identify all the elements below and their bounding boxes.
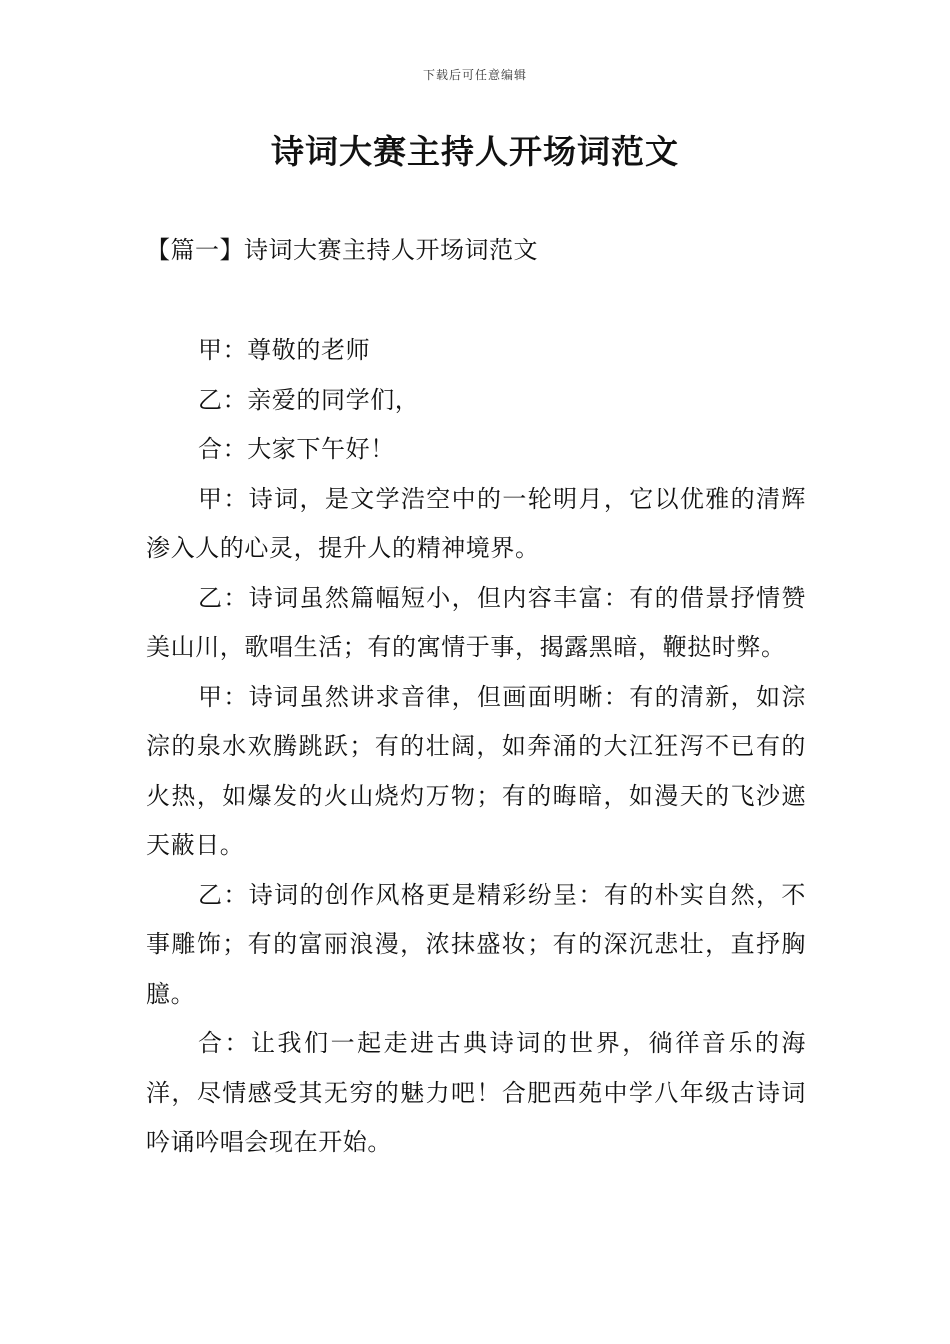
document-title: 诗词大赛主持人开场词范文 bbox=[271, 132, 679, 171]
dialogue-paragraph: 甲：诗词，是文学浩空中的一轮明月，它以优雅的清辉渗入人的心灵，提升人的精神境界。 bbox=[146, 484, 806, 562]
document-body bbox=[146, 326, 806, 1168]
header-note: 下载后可任意编辑 bbox=[422, 68, 527, 82]
dialogue-paragraph: 乙：诗词的创作风格更是精彩纷呈：有的朴实自然，不事雕饰；有的富丽浪漫，浓抹盛妆；有的深沉悲壮，直抒胸臆。 bbox=[146, 880, 806, 1008]
dialogue-line: 乙：亲爱的同学们， bbox=[198, 385, 420, 414]
dialogue-line: 合：大家下午好！ bbox=[198, 435, 395, 463]
dialogue-line: 甲：尊敬的老师 bbox=[198, 336, 371, 364]
dialogue-paragraph: 甲：诗词虽然讲求音律，但画面明晰：有的清新，如淙淙的泉水欢腾跳跃；有的壮阔，如奔涌的大江狂泻不已有的火热，如爆发的火山烧灼万物；有的晦暗，如漫天的飞沙遮天蔽日。 bbox=[146, 682, 806, 859]
section-title: 【篇一】诗词大赛主持人开场词范文 bbox=[146, 236, 538, 264]
dialogue-paragraph: 乙：诗词虽然篇幅短小，但内容丰富：有的借景抒情赞美山川，歌唱生活；有的寓情于事，揭露黑暗，鞭挞时弊。 bbox=[146, 583, 806, 661]
dialogue-paragraph: 合：让我们一起走进古典诗词的世界，徜徉音乐的海洋，尽情感受其无穷的魅力吧！合肥西苑中学八年级古诗词吟诵吟唱会现在开始。 bbox=[146, 1029, 806, 1156]
